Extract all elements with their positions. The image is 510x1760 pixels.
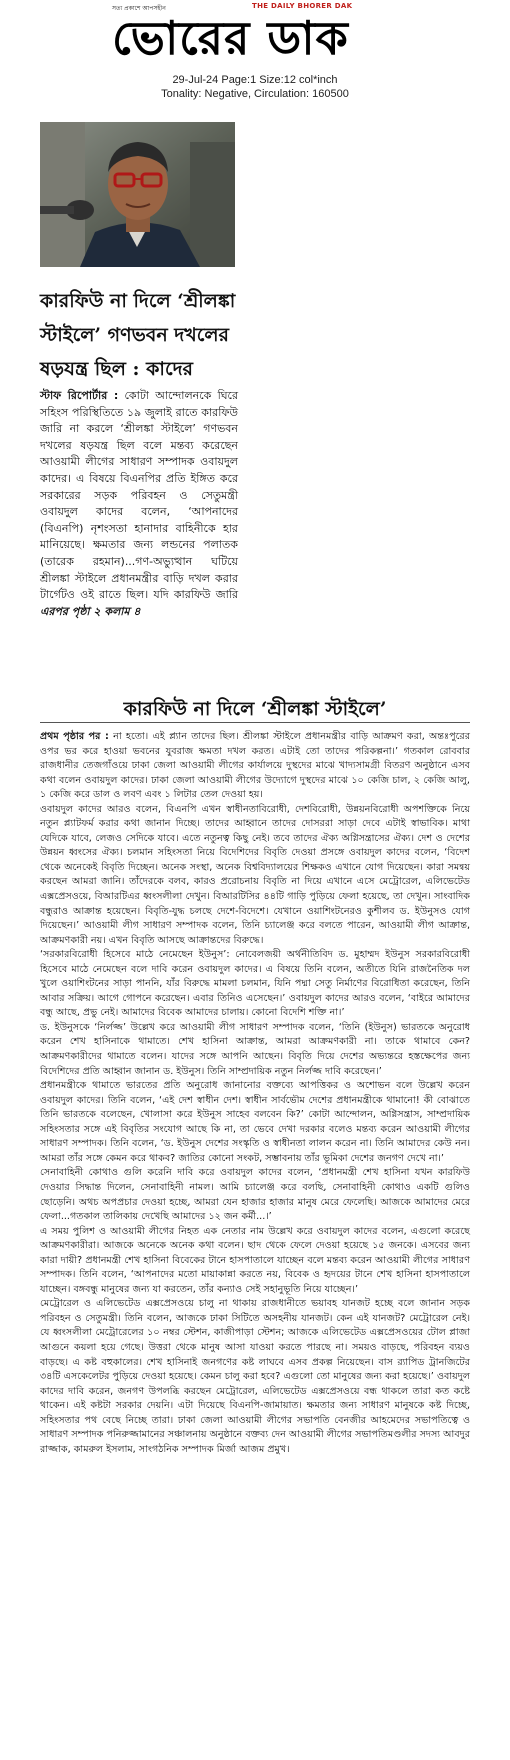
byline: স্টাফ রিপোর্টার : — [40, 389, 119, 402]
headline-line-3: ষড়যন্ত্র ছিল : কাদের — [40, 358, 194, 380]
paragraph: সেনাবাহিনী কোথাও গুলি করেনি দাবি করে ওবায়দুল কাদের বলেন, ‘প্রধানমন্ত্রী শেখ হাসিনা যখন কারফিউ দেওয়ার সিদ্ধান্ত দিলেন, সেনাবাহিনী নামল। আমি চ্যালেঞ্জ করে বলছি, সেনাবাহিনী কোথাও একটি গুলিও ছোড়েনি। অথচ অপপ্রচার দেওয়া হচ্ছে, আমরা যেন হাজার হাজার মানুষ মেরে ফেলেছি। আজকে আমাদের মেরে ফেলা...গতকাল তালিকায় দেখেছি আমাদের ১২ জন কর্মী...।’ — [40, 1167, 470, 1223]
divider — [40, 722, 470, 723]
paragraph: এ সময় পুলিশ ও আওয়ামী লীগের নিহত এক নেতার নাম উল্লেখ করে ওবায়দুল কাদের বলেন, এগুলো করেছে আক্রমণকারীরা। আজকে অনেকে অনেক কথা বলেন। ছাদ থেকে ফেলে দেওয়া হয়েছে ১৫ জনকে। এসবের জন্য কারা দায়ী? প্রধানমন্ত্রী শেখ হাসিনা বিবেকের টানে হাসপাতালে যাচ্ছেন বলে মন্তব্য করেন আওয়ামী লীগের সাধারণ সম্পাদক। তিনি বলেন, ‘আপনাদের মতো মায়াকান্না করতে নয়, বিবেক ও হৃদয়ের টানে শেখ হাসিনা হাসপাতালে যাচ্ছেন। বঙ্গবন্ধু মানুষের জন্য যা করতেন, তাঁর কন্যাও সেই সহানুভূতি নিয়ে যাচ্ছেন।’ — [40, 1225, 470, 1295]
headline-line-1: কারফিউ না দিলে ‘শ্রীলঙ্কা — [40, 290, 236, 312]
paragraph: ওবায়দুল কাদের আরও বলেন, বিএনপি এখন স্বাধীনতাবিরোধী, দেশবিরোধী, উন্নয়নবিরোধী অপশক্তিকে নিয়ে নতুন প্ল্যাটফর্ম করার কথা জানান দিচ্ছে। তাদের আহ্বানে তাদের দোসররা সাড়া দেবে এটাই স্বাভাবিক। মাথা যেদিকে যাবে, লেজও সেদিকে যাবে। এতে নতুনত্ব কিছু নেই। তবে তাদের ঐক্য অগ্নিসন্ত্রাসের ঐক্য। দেশ ও দেশের উন্নয়ন ধ্বংসের ঐক্য। চলমান সহিংসতা নিয়ে বিদেশিদের বিবৃতি দেওয়া প্রসঙ্গে ওবায়দুল কাদের বলেন, ‘বিদেশ থেকে অনেকেই বিবৃতি দিচ্ছেন। অনেক সংস্থা, অনেক বিশ্ববিদ্যালয়ের শিক্ষকও এখানে যোগ দিয়েছেন। কারা সমন্বয় করছেন আমরা জানি। তাঁদেরকে বলব, কারও প্ররোচনায় বিবৃতি না দিয়ে এখানে এসে মেট্রোরেল, এলিভেটেড এক্সপ্রেসওয়ে, বিআরটিএর ধ্বংসলীলা দেখুন। বিআরটিসির ৪৪টি গাড়ি পুড়িয়ে ফেলা হয়েছে, তা দেখুন। সাংবাদিক বন্ধুরাও আক্রান্ত হয়েছেন। বিবৃতি-যুদ্ধ চলছে দেশে-বিদেশে। যেখানে ওয়াশিংটনেরও কুশীলব ড. ইউনুসও যোগ দিয়েছেন।’ আওয়ামী লীগ সাধারণ সম্পাদক বলেন, তিনি চ্যালেঞ্জ করে বলতে পারেন, আওয়ামী লীগ আক্রান্ত, আক্রমণকারী নয়। এখন বিবৃতি আসছে আক্রান্তদের বিরুদ্ধে। — [40, 803, 470, 946]
headline-line-2: স্টাইলে’ গণভবন দখলের — [40, 324, 229, 346]
lead-text: কোটা আন্দোলনকে ঘিরে সহিংস পরিস্থিতিতে ১৯ জুলাই রাতে কারফিউ জারি না করলে ‘শ্রীলঙ্কা স্টাইলে’ গণভবন দখলের ষড়যন্ত্র ছিল বলে মন্তব্য করেছেন আওয়ামী লীগের সাধারণ সম্পাদক ওবায়দুল কাদের। এ বিষয়ে বিএনপির প্রতি ইঙ্গিত করে সরকারের সড়ক পরিবহন ও সেতুমন্ত্রী ওবায়দুল কাদের বলেন, ‘আপনাদের (বিএনপি) নৃশংসতা হানাদার বাহিনীকে হার মানিয়েছে। ক্ষমতার জন্য লন্ডনের পলাতক (তারেক রহমান)...গণ-অভ্যুত্থান ঘটিয়ে শ্রীলঙ্কা স্টাইলে প্রধানমন্ত্রীর বাড়ি দখল করার টার্গেটও ওই রাতে ছিল। যদি কারফিউ জারি — [40, 389, 239, 602]
speaker-photo — [40, 122, 235, 267]
masthead-english-name: THE DAILY BHORER DAK — [252, 2, 353, 10]
paragraph: প্রথম পৃষ্ঠার পর : না হতো। এই প্ল্যান তাদের ছিল। শ্রীলঙ্কা স্টাইলে প্রধানমন্ত্রীর বাড়ি আক্রমণ করা, অন্তঃপুরের ওপর ভর করে হাওয়া ভবনের যুবরাজ ক্ষমতা দখল করত। এটাই তো তাদের পরিকল্পনা।’ গতকাল রোববার রাজধানীর তেজগাঁওয়ে ঢাকা জেলা আওয়ামী লীগের কার্যালয়ে দুস্থদের মাঝে খাদ্যসামগ্রী বিতরণ অনুষ্ঠানে এসব কথা বলেন ওবায়দুল কাদের। ঢাকা জেলা আওয়ামী লীগের উদ্যোগে দুস্থদের মাঝে ১০ কেজি চাল, ২ কেজি আলু, ১ কেজি করে ডাল ও লবণ এবং ১ লিটার তেল দেওয়া হয়। — [40, 731, 470, 801]
paragraph: ড. ইউনুসকে ‘নির্লজ্জ’ উল্লেখ করে আওয়ামী লীগ সাধারণ সম্পাদক বলেন, ‘তিনি (ইউনুস) ভারতকে অনুরোধ করেন শেখ হাসিনাকে থামাতে। শেখ হাসিনা আক্রান্ত, আমরা আক্রমণকারী না। তাকে থামাবে কেন? আক্রমণকারীদের থামাতে বলেন। যাদের সঙ্গে আপনি আছেন। বিবৃতি দিয়ে দেশের অভ্যন্তরে হস্তক্ষেপের জন্য বিদেশিদের প্রতি আহ্বান জানান ড. ইউনুস। তিনি সাম্প্রদায়িক নতুন নির্লজ্জ দাবি করেছেন।’ — [40, 1021, 470, 1077]
speaker-photo-icon — [40, 122, 235, 267]
masthead-tagline: সত্য প্রকাশে আপসহীন — [112, 5, 166, 12]
paragraph: মেট্রোরেল ও এলিভেটেড এক্সপ্রেসওয়ে চালু না থাকায় রাজধানীতে ভয়াবহ যানজট হচ্ছে বলে জানান সড়ক পরিবহন ও সেতুমন্ত্রী। তিনি বলেন, আজকে ঢাকা সিটিতে অসহনীয় যানজট। কেন এই যানজট? মেট্রোরেল নেই। যে ধ্বংসলীলা মেট্রোরেলের ১০ নম্বর স্টেশন, কাজীপাড়া স্টেশন; আজকে এলিভেটেড এক্সপ্রেসওয়ের টোল প্লাজা আগুনে কয়লা হয়ে গেছে। উত্তরা থেকে মানুষ আসা যাওয়া করতে পারছে না। সময়ও বাড়ছে, পরিবহন ব্যয়ও বাড়ছে। এ কষ্ট বহুকালের। শেখ হাসিনাই জনগণের কষ্ট লাঘবে এসব প্রকল্প নিয়েছেন। বাস র‍্যাপিড ট্রানজিটের ৩৪টি এসকেলেটর পুড়িয়ে দেওয়া হয়েছে। কেমন চালু করা হবে? এগুলো তো মানুষের জন্য করা হয়েছে।’ ওবায়দুল কাদের দাবি করেন, জনগণ উপলব্ধি করছেন মেট্রোরেল, এলিভেটেড এক্সপ্রেসওয়ে বন্ধ থাকলে তারা কত কষ্টে থাকেন। এই কষ্টটা সরকার দেয়নি। এটা দিয়েছে বিএনপি-জামায়াত। ক্ষমতার জন্য সাধারণ মানুষকে কষ্ট দিচ্ছে, সহিংসতার পথ বেছে নিচ্ছে তারা। ঢাকা জেলা আওয়ামী লীগের সভাপতি বেনজীর আহমেদের সভাপতিত্বে ও সাধারণ সম্পাদক পনিরুজ্জামানের সঞ্চালনায় অনুষ্ঠানে বক্তব্য দেন আওয়ামী লীগের সভাপতিমণ্ডলীর সদস্য আবদুর রাজ্জাক, কামরুল ইসলাম, সাংগঠনিক সম্পাদক মির্জা আজম প্রমুখ। — [40, 1298, 470, 1455]
newspaper-logo: ভোরের ডাক — [112, 11, 349, 65]
clipping-meta-line1: 29-Jul-24 Page:1 Size:12 col*inch — [172, 74, 338, 86]
headline — [40, 284, 238, 386]
paragraph: ‘সরকারবিরোধী হিসেবে মাঠে নেমেছেন ইউনুস’: নোবেলজয়ী অর্থনীতিবিদ ড. মুহাম্মদ ইউনুস সরকারবিরোধী হিসেবে মাঠে নেমেছেন বলে দাবি করেন ওবায়দুল কাদের। এ বিষয়ে তিনি বলেন, অতীতে যিনি রাজনৈতিক দল খুলে ওয়াশিংটনের সাড়া পাননি, যাঁর বিরুদ্ধে মামলা চলমান, যিনি পদ্মা সেতু নির্মাণের বিরোধিতা করেছেন, তিনি আবার সক্রিয়। আগে গোপনে করেছেন। এবার তিনিও এসেছেন।’ ওবায়দুল কাদের আরও বলেন, ‘বাইরে আমাদের বন্ধু আছে, প্রভু নেই। আমাদের বিবেক আমাদের চালায়। কোনো বিদেশি শক্তি না।’ — [40, 949, 470, 1019]
continuation-note: এরপর পৃষ্ঠা ২ কলাম ৪ — [40, 604, 141, 618]
continuation-body — [40, 730, 470, 1457]
masthead — [0, 0, 510, 120]
continued-label: প্রথম পৃষ্ঠার পর : — [40, 731, 109, 742]
lead-article — [40, 388, 238, 620]
clipping-meta-line2: Tonality: Negative, Circulation: 160500 — [161, 88, 349, 100]
continuation-title: কারফিউ না দিলে ‘শ্রীলঙ্কা স্টাইলে’ — [123, 698, 387, 720]
paragraph: প্রধানমন্ত্রীকে থামাতে ভারতের প্রতি অনুরোধ জানানোর বক্তব্যে আপত্তিকর ও অশোভন বলে উল্লেখ করেন ওবায়দুল কাদের। তিনি বলেন, ‘এই দেশ স্বাধীন দেশ। স্বাধীন সার্বভৌম দেশের প্রধানমন্ত্রীকে থামানো! কী বোঝাতে তিনি ভারতকে বলেছেন, খোলাসা করে ইউনুস সাহেব বলবেন কি?’ কোটা আন্দোলন, অগ্নিসন্ত্রাস, সাম্প্রদায়িক সহিংসতার সঙ্গে এই বিবৃতির সংযোগ আছে কি না, তা ভেবে দেখা দরকার বলেও মন্তব্য করেন আওয়ামী লীগের সাধারণ সম্পাদক। তিনি বলেন, ‘ড. ইউনুস দেশের সংস্কৃতি ও স্বাধীনতা লালন করেন না। তিনি আমাদের কেউ নন। আমরা তাঁর সঙ্গে কেমন করে থাকব? জাতির কোনো সংকট, সম্ভাবনায় তাঁর ভূমিকা দেশের জনগণ দেখে না।’ — [40, 1080, 470, 1164]
